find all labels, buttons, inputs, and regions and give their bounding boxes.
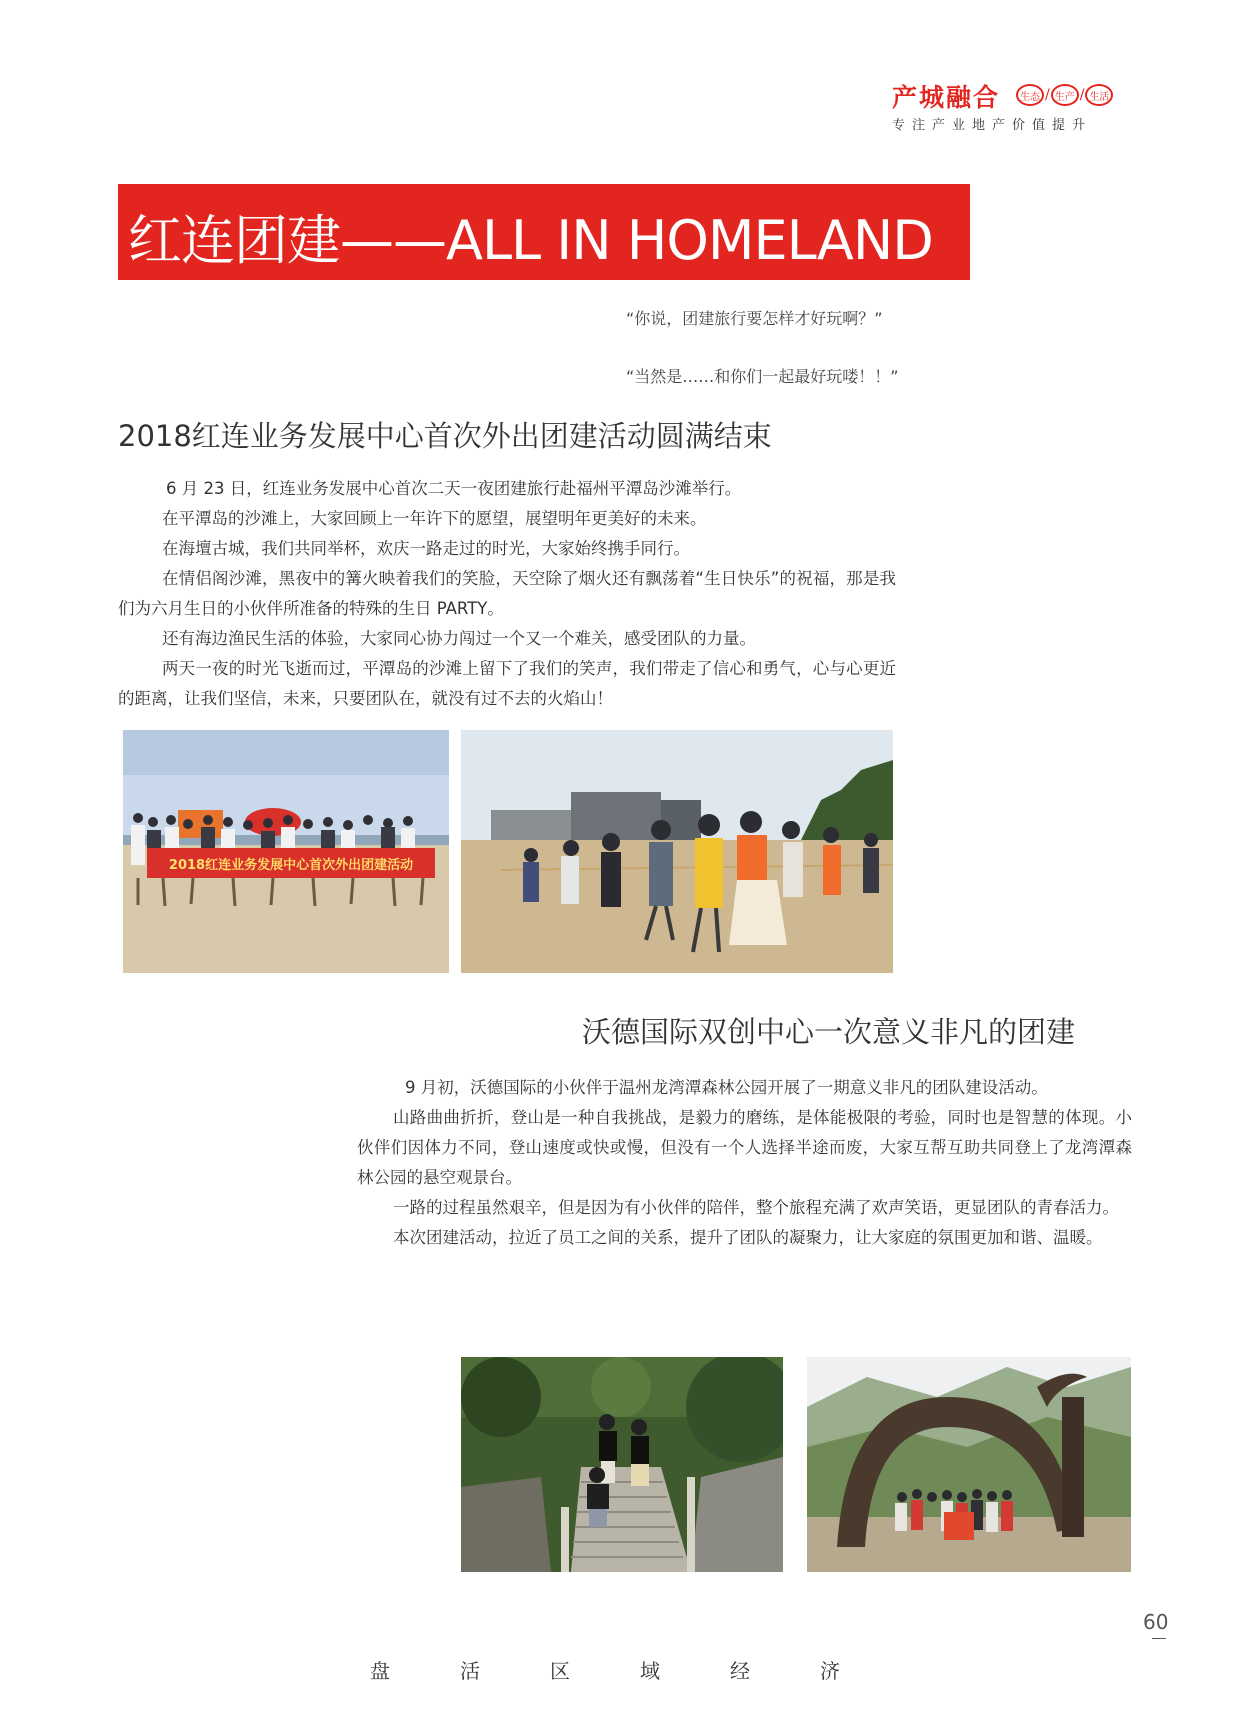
banner-title: 红连团建——ALL IN HOMELAND	[128, 209, 933, 272]
brand-title: 产城融合	[892, 83, 1001, 112]
title-banner	[118, 184, 970, 280]
brand-slogan: 专注产业地产价值提升	[892, 118, 1093, 133]
section2-paragraph: 9 月初，沃德国际的小伙伴于温州龙湾潭森林公园开展了一期意义非凡的团队建设活动。	[405, 1078, 1048, 1097]
brand-chip-life: 生活	[1085, 84, 1113, 106]
photo-beach-group	[123, 730, 449, 973]
section1-paragraph: 在海壇古城，我们共同举杯，欢庆一路走过的时光，大家始终携手同行。	[162, 539, 690, 558]
section2-paragraph: 本次团建活动，拉近了员工之间的关系，提升了团队的凝聚力，让大家庭的氛围更加和谐、温暖。	[393, 1228, 1103, 1247]
footer-char: 区	[550, 1659, 570, 1683]
brand-chips	[1016, 84, 1113, 106]
section1-paragraph: 6 月 23 日，红连业务发展中心首次二天一夜团建旅行赴福州平潭岛沙滩举行。	[166, 479, 742, 498]
section1-paragraph: 还有海边渔民生活的体验，大家同心协力闯过一个又一个难关，感受团队的力量。	[162, 629, 756, 648]
quote-question: “你说，团建旅行要怎样才好玩啊？”	[626, 309, 883, 328]
footer-publication-name	[370, 1655, 840, 1684]
section2-paragraph: 一路的过程虽然艰辛，但是因为有小伙伴的陪伴，整个旅程充满了欢声笑语，更显团队的青春活力。	[393, 1198, 1119, 1217]
footer-char: 经	[730, 1659, 750, 1683]
brand-chip-production: 生产	[1051, 84, 1079, 106]
section1-title: 2018红连业务发展中心首次外出团建活动圆满结束	[118, 419, 772, 453]
photo-tree-arch-group	[807, 1357, 1131, 1572]
quote-answer: “当然是……和你们一起最好玩喽！！”	[626, 367, 899, 386]
brand-chip-ecology: 生态	[1016, 84, 1044, 106]
section2-body	[357, 1073, 1132, 1253]
photo-forest-stairs	[461, 1357, 783, 1572]
footer-char: 域	[640, 1659, 660, 1683]
section1-paragraph: 在平潭岛的沙滩上，大家回顾上一年许下的愿望，展望明年更美好的未来。	[162, 509, 707, 528]
page-number-underline	[1152, 1638, 1166, 1639]
photo-tug-of-war	[461, 730, 893, 973]
brand-header	[892, 78, 1162, 138]
photo-banner-text: 2018红连业务发展中心首次外出团建活动	[168, 858, 414, 873]
section2-title: 沃德国际双创中心一次意义非凡的团建	[582, 1015, 1076, 1049]
section1-paragraph: 两天一夜的时光飞逝而过，平潭岛的沙滩上留下了我们的笑声，我们带走了信心和勇气，心与心更近的距离，让我们坚信，未来，只要团队在，就没有过不去的火焰山！	[118, 659, 896, 708]
footer-char: 济	[820, 1659, 840, 1683]
footer-char: 盘	[370, 1659, 390, 1683]
slash-divider: /	[1079, 87, 1085, 103]
slash-divider: /	[1045, 87, 1050, 103]
footer-char: 活	[460, 1659, 480, 1683]
page-number: 60	[1143, 1610, 1169, 1634]
section2-paragraph: 山路曲曲折折，登山是一种自我挑战，是毅力的磨练，是体能极限的考验，同时也是智慧的体现。小伙伴们因体力不同，登山速度或快或慢，但没有一个人选择半途而废，大家互帮互助共同登上了龙湾潭森林公园的悬空观景台。	[357, 1108, 1132, 1187]
section1-paragraph: 在情侣阁沙滩，黑夜中的篝火映着我们的笑脸，天空除了烟火还有飘荡着“生日快乐”的祝福，那是我们为六月生日的小伙伴所准备的特殊的生日 PARTY。	[118, 569, 896, 618]
section1-body	[118, 474, 896, 714]
